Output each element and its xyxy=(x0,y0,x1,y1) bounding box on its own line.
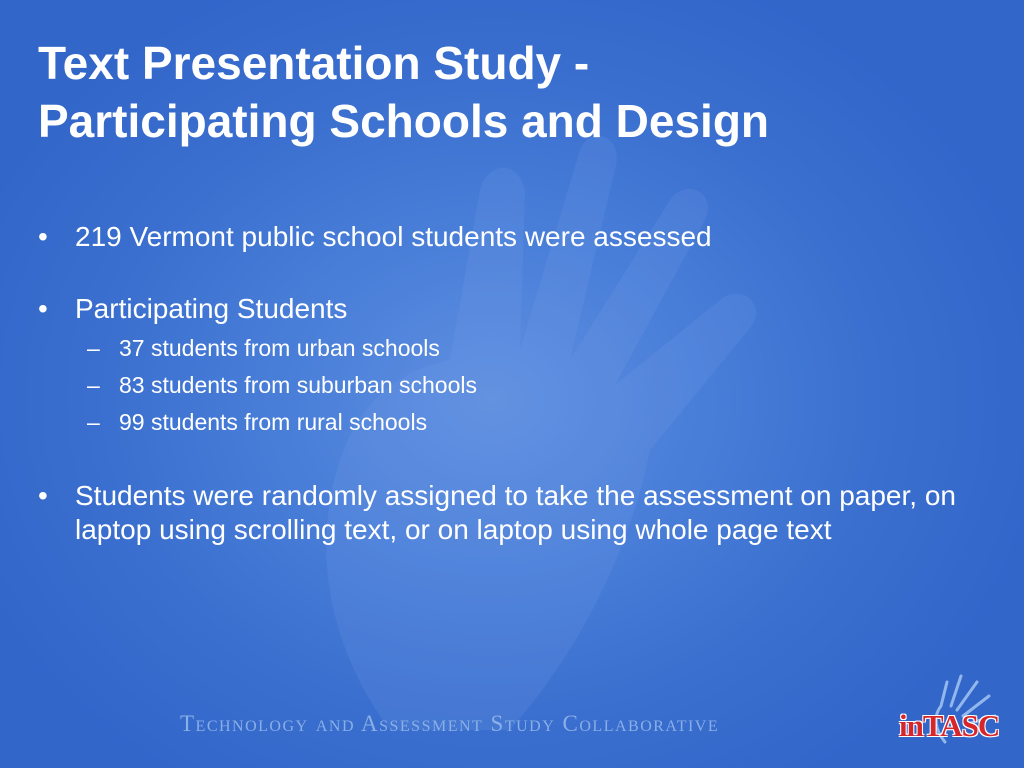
slide-title xyxy=(38,34,998,150)
bullet-marker: • xyxy=(38,293,48,324)
bullet-text: Participating Students xyxy=(75,293,348,324)
intasc-logo xyxy=(895,672,1013,752)
sub-bullet-item-urban xyxy=(75,330,978,367)
sub-bullet-marker: – xyxy=(87,372,100,398)
sub-bullet-item-rural xyxy=(75,404,978,441)
bullet-item-random-assignment xyxy=(38,479,978,547)
sub-bullet-text: 99 students from rural schools xyxy=(119,409,428,435)
bullet-marker: • xyxy=(38,221,48,252)
footer-organization-name: Technology and Assessment Study Collaborative xyxy=(180,711,720,736)
slide-title-line-2: Participating Schools and Design xyxy=(38,95,770,147)
sub-bullet-text: 83 students from suburban schools xyxy=(119,372,477,398)
bullet-list xyxy=(38,220,978,585)
sub-bullet-text: 37 students from urban schools xyxy=(119,335,440,361)
sub-bullet-marker: – xyxy=(87,409,100,435)
sub-bullet-list xyxy=(75,330,978,441)
bullet-marker: • xyxy=(38,480,48,511)
slide-title-line-1: Text Presentation Study - xyxy=(38,37,590,89)
logo-text: inTASC xyxy=(899,708,1000,743)
sub-bullet-marker: – xyxy=(87,335,100,361)
bullet-text: 219 Vermont public school students were assessed xyxy=(75,221,712,252)
bullet-text: Students were randomly assigned to take the assessment on paper, on laptop using scrolling text, or on laptop using whole page text xyxy=(75,480,956,545)
sub-bullet-item-suburban xyxy=(75,367,978,404)
bullet-item-students-assessed xyxy=(38,220,978,254)
bullet-item-participating-students xyxy=(38,292,978,441)
